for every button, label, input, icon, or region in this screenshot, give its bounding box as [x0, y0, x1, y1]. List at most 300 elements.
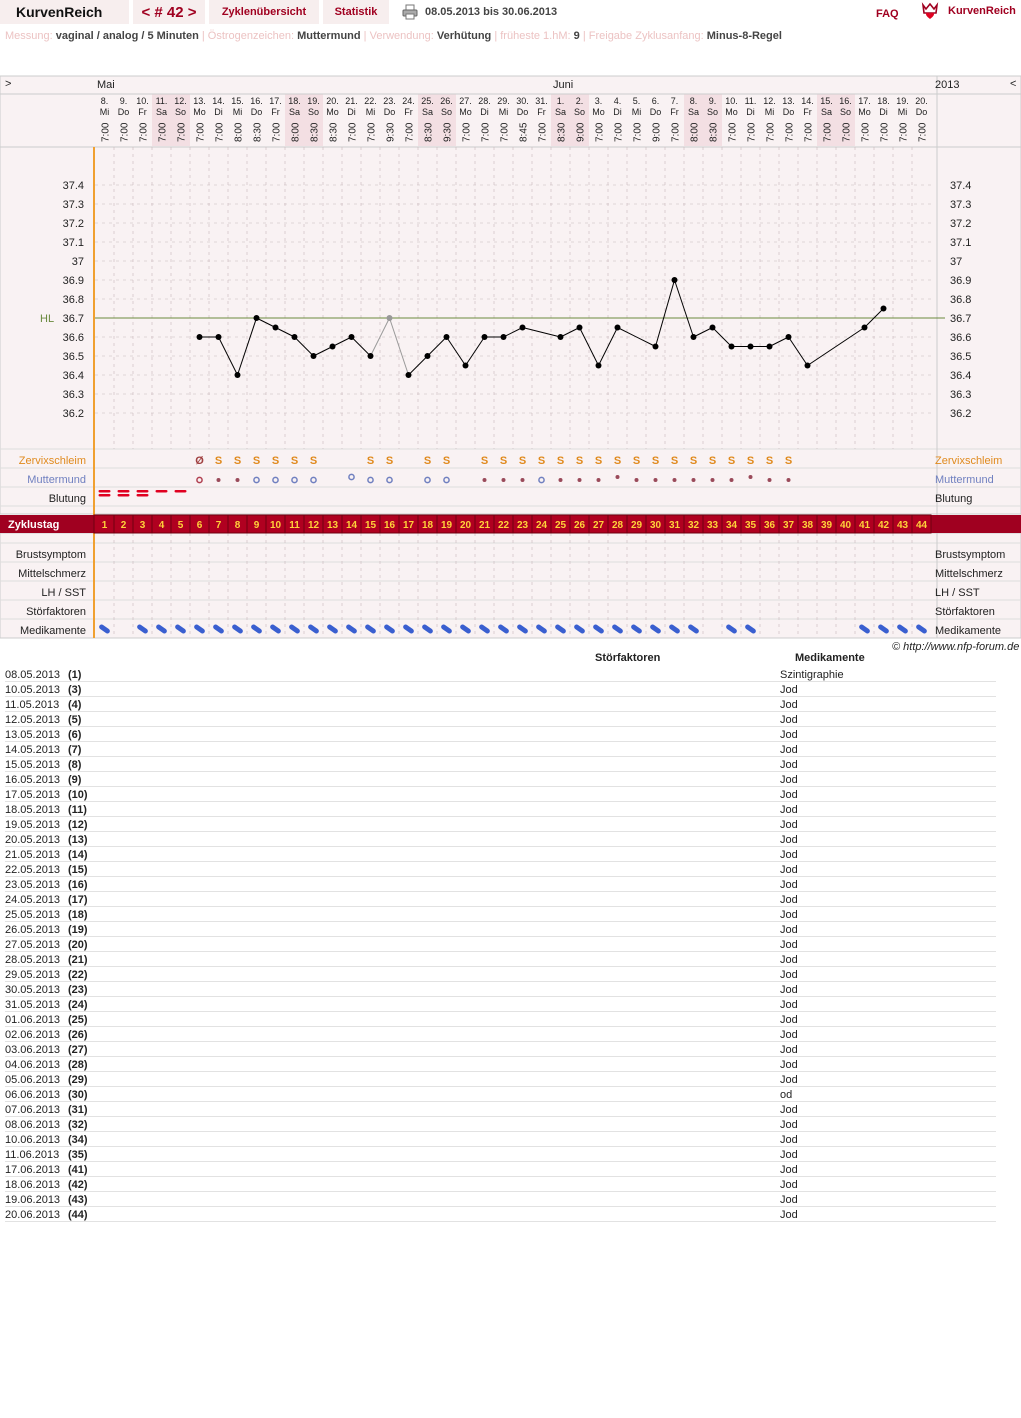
nav-next-button: <	[1010, 78, 1017, 90]
y-tick-label-right: 36.7	[950, 313, 972, 325]
bleeding-mark	[137, 490, 149, 493]
cycle-navigator[interactable]: < # 42 >	[133, 0, 205, 24]
cycle-day-number: 11	[289, 520, 300, 531]
measure-time: 8:00	[290, 122, 302, 142]
mucus-mark: S	[746, 455, 755, 467]
y-tick-label-right: 36.4	[950, 370, 972, 382]
measure-time: 7:00	[366, 122, 378, 142]
list-row	[5, 1057, 996, 1072]
list-row	[5, 727, 996, 742]
list-cycle-day: (9)	[68, 774, 82, 786]
list-cycle-day: (28)	[68, 1059, 88, 1071]
faq-link[interactable]: FAQ	[876, 8, 899, 20]
list-date: 19.05.2013	[5, 819, 61, 831]
weekday-label: Do	[383, 107, 396, 117]
day-number: 12.	[174, 96, 187, 106]
list-date: 24.05.2013	[5, 894, 61, 906]
list-medication: Jod	[780, 879, 798, 891]
temperature-point	[311, 353, 317, 359]
cycle-day-number: 23	[516, 520, 529, 531]
list-cycle-day: (22)	[68, 969, 88, 981]
cycle-day-number: 22	[497, 520, 510, 531]
list-row	[5, 1012, 996, 1027]
day-number: 10.	[136, 96, 149, 106]
weekday-label: Fr	[404, 107, 413, 117]
cycle-day-number: 36	[763, 520, 776, 531]
cervix-mark	[768, 478, 772, 482]
list-cycle-day: (3)	[68, 684, 82, 696]
list-cycle-day: (43)	[68, 1194, 88, 1206]
mucus-mark: S	[233, 455, 242, 467]
measure-time: 7:00	[841, 122, 853, 142]
measure-time: 7:00	[100, 122, 112, 142]
temperature-point	[235, 372, 241, 378]
weekday-label: Fr	[271, 107, 280, 117]
list-medication: Jod	[780, 909, 798, 921]
list-row	[5, 892, 996, 907]
tab-statistics[interactable]: Statistik	[323, 0, 389, 24]
measure-time: 7:00	[214, 122, 226, 142]
list-cycle-day: (29)	[68, 1074, 88, 1086]
cycle-day-number: 34	[725, 520, 738, 531]
date-range: 08.05.2013 bis 30.06.2013	[425, 6, 558, 18]
y-tick-label-right: 36.5	[950, 351, 972, 363]
y-tick-label-left: 37.4	[62, 180, 84, 192]
year-label: 2013	[935, 79, 960, 91]
y-tick-label-right: 37.4	[950, 180, 972, 192]
list-row	[5, 847, 996, 862]
day-number: 15.	[820, 96, 833, 106]
row-label-left: Blutung	[48, 493, 86, 505]
list-cycle-day: (7)	[68, 744, 82, 756]
temperature-point	[710, 325, 716, 331]
list-cycle-day: (25)	[68, 1014, 88, 1026]
cervix-mark	[578, 478, 582, 482]
cycle-day-number: 3	[139, 520, 146, 531]
bleeding-mark	[118, 494, 130, 497]
row-label-right: Zervixschleim	[935, 455, 1003, 467]
y-tick-label-left: 36.4	[62, 370, 84, 382]
row-label-right: Blutung	[935, 493, 973, 505]
weekday-label: Fr	[537, 107, 546, 117]
day-number: 10.	[725, 96, 738, 106]
list-cycle-day: (5)	[68, 714, 82, 726]
temperature-point	[463, 363, 469, 369]
y-tick-label-left: 37.1	[62, 237, 84, 249]
y-tick-label-right: 36.9	[950, 275, 972, 287]
list-row	[5, 1087, 996, 1102]
weekday-label: Sa	[155, 107, 168, 117]
day-number: 12.	[763, 96, 776, 106]
list-row	[5, 967, 996, 982]
list-medication: Jod	[780, 849, 798, 861]
weekday-label: Mi	[631, 107, 642, 117]
cycle-day-number: 6	[196, 520, 203, 531]
day-number: 30.	[516, 96, 529, 106]
weekday-label: Sa	[421, 107, 434, 117]
weekday-label: Di	[347, 107, 356, 117]
mucus-mark: S	[689, 455, 698, 467]
day-number: 27.	[459, 96, 472, 106]
list-date: 31.05.2013	[5, 999, 61, 1011]
list-medication: Jod	[780, 864, 798, 876]
estrogen-label: Östrogenzeichen:	[207, 30, 294, 42]
weekday-label: So	[839, 107, 852, 117]
list-medication: Jod	[780, 774, 798, 786]
cycle-day-number: 43	[896, 520, 909, 531]
cervix-mark	[730, 478, 734, 482]
temperature-point	[672, 277, 678, 283]
nav-prev-button: >	[5, 78, 12, 90]
measure-time: 8:30	[309, 122, 321, 142]
day-number: 8.	[100, 96, 109, 106]
mucus-mark: S	[556, 455, 565, 467]
y-tick-label-right: 37.2	[950, 218, 972, 230]
bleeding-mark	[99, 494, 111, 497]
weekday-label: Do	[782, 107, 795, 117]
temperature-point	[330, 344, 336, 350]
row-label-right: Muttermund	[935, 474, 994, 486]
weekday-label: Fr	[803, 107, 812, 117]
list-cycle-day: (1)	[68, 669, 82, 681]
list-medication: Jod	[780, 1104, 798, 1116]
list-cycle-day: (35)	[68, 1149, 88, 1161]
measure-time: 7:00	[613, 122, 625, 142]
list-row	[5, 1132, 996, 1147]
measure-time: 7:00	[860, 122, 872, 142]
cycle-day-number: 28	[611, 520, 624, 531]
list-cycle-day: (26)	[68, 1029, 88, 1041]
list-row	[5, 1177, 996, 1192]
list-row	[5, 937, 996, 952]
mucus-mark: S	[499, 455, 508, 467]
list-date: 21.05.2013	[5, 849, 61, 861]
list-medication: Jod	[780, 834, 798, 846]
cervix-mark	[692, 478, 696, 482]
list-date: 15.05.2013	[5, 759, 61, 771]
measure-time: 8:00	[233, 122, 245, 142]
temperature-point	[729, 344, 735, 350]
list-row	[5, 802, 996, 817]
cycle-day-number: 25	[554, 520, 567, 531]
y-tick-label-left: 36.6	[62, 332, 84, 344]
list-medication: Jod	[780, 1014, 798, 1026]
measure-time: 7:00	[499, 122, 511, 142]
measure-time: 7:00	[879, 122, 891, 142]
list-cycle-day: (18)	[68, 909, 88, 921]
weekday-label: Mo	[858, 107, 871, 117]
temperature-point	[691, 334, 697, 340]
list-date: 23.05.2013	[5, 879, 61, 891]
y-tick-label-left: 36.9	[62, 275, 84, 287]
cycle-day-number: 31	[668, 520, 681, 531]
list-row	[5, 1102, 996, 1117]
measure-time: 7:00	[119, 122, 131, 142]
day-number: 18.	[288, 96, 301, 106]
mucus-mark: S	[423, 455, 432, 467]
temperature-point	[520, 325, 526, 331]
release-label: Freigabe Zyklusanfang:	[588, 30, 704, 42]
list-row	[5, 997, 996, 1012]
day-number: 13.	[193, 96, 206, 106]
weekday-label: So	[440, 107, 453, 117]
weekday-label: Fr	[138, 107, 147, 117]
list-date: 02.06.2013	[5, 1029, 61, 1041]
weekday-label: Di	[480, 107, 489, 117]
list-row	[5, 952, 996, 967]
row-label-left: Zervixschleim	[18, 455, 86, 467]
y-tick-label-left: 36.8	[62, 294, 84, 306]
day-number: 19.	[896, 96, 909, 106]
hm-value: 9	[573, 30, 580, 42]
weekday-label: Di	[746, 107, 755, 117]
day-number: 1.	[556, 96, 565, 106]
bleeding-mark	[175, 490, 187, 493]
day-number: 7.	[670, 96, 679, 106]
cervix-mark	[616, 475, 620, 479]
weekday-label: Sa	[687, 107, 700, 117]
list-row	[5, 742, 996, 757]
measure-time: 7:00	[461, 122, 473, 142]
temperature-chart	[0, 0, 1021, 640]
list-date: 19.06.2013	[5, 1194, 61, 1206]
cycle-day-number: 19	[440, 520, 453, 531]
list-cycle-day: (24)	[68, 999, 88, 1011]
list-cycle-day: (34)	[68, 1134, 88, 1146]
cycle-day-number: 29	[630, 520, 643, 531]
cervix-mark	[749, 475, 753, 479]
cycle-day-number: 41	[858, 520, 871, 531]
cycle-info-bar: Messung: vaginal / analog / 5 Minuten | Östrogenzeichen: Muttermund | Verwendung: Verhütung | früheste 1.hM: 9 | Freigabe Zyklusanfang: Minus-8-Regel	[5, 30, 782, 42]
measure-time: 8:00	[689, 122, 701, 142]
weekday-label: Do	[250, 107, 263, 117]
cervix-mark	[502, 478, 506, 482]
list-cycle-day: (21)	[68, 954, 88, 966]
list-row	[5, 1147, 996, 1162]
list-date: 29.05.2013	[5, 969, 61, 981]
list-row	[5, 982, 996, 997]
list-medication: Jod	[780, 819, 798, 831]
measure-value: vaginal / analog / 5 Minuten	[55, 30, 199, 42]
measure-time: 7:00	[347, 122, 359, 142]
cycle-day-number: 13	[326, 520, 339, 531]
list-date: 12.05.2013	[5, 714, 61, 726]
day-number: 26.	[440, 96, 453, 106]
list-cycle-day: (15)	[68, 864, 88, 876]
measure-time: 9:00	[651, 122, 663, 142]
list-medication: Jod	[780, 684, 798, 696]
weekday-label: Do	[516, 107, 529, 117]
row-label-right: Störfaktoren	[935, 606, 995, 618]
bleeding-mark	[156, 490, 168, 493]
list-medication: Jod	[780, 1149, 798, 1161]
measure-time: 9:00	[575, 122, 587, 142]
cycle-day-number: 26	[573, 520, 586, 531]
temperature-point	[387, 315, 393, 321]
list-date: 26.05.2013	[5, 924, 61, 936]
measure-time: 7:00	[138, 122, 150, 142]
list-medication: Jod	[780, 984, 798, 996]
mucus-mark: S	[632, 455, 641, 467]
day-number: 14.	[212, 96, 225, 106]
list-cycle-day: (4)	[68, 699, 82, 711]
measure-time: 7:00	[195, 122, 207, 142]
cycle-day-number: 39	[820, 520, 833, 531]
cervix-mark	[521, 478, 525, 482]
day-number: 31.	[535, 96, 548, 106]
measure-time: 7:00	[594, 122, 606, 142]
temperature-point	[653, 344, 659, 350]
row-label-right: LH / SST	[935, 587, 980, 599]
list-date: 13.05.2013	[5, 729, 61, 741]
weekday-label: Mi	[764, 107, 775, 117]
mucus-mark: S	[442, 455, 451, 467]
y-tick-label-right: 36.2	[950, 408, 972, 420]
y-tick-label-left: 36.5	[62, 351, 84, 363]
temperature-point	[767, 344, 773, 350]
list-row	[5, 1162, 996, 1177]
weekday-label: Fr	[670, 107, 679, 117]
cervix-mark	[217, 478, 221, 482]
list-cycle-day: (32)	[68, 1119, 88, 1131]
day-number: 15.	[231, 96, 244, 106]
cervix-mark	[673, 478, 677, 482]
list-cycle-day: (10)	[68, 789, 88, 801]
list-row	[5, 1042, 996, 1057]
day-number: 5.	[632, 96, 641, 106]
weekday-label: Do	[915, 107, 928, 117]
row-label-right: Brustsymptom	[935, 549, 1006, 561]
day-number: 28.	[478, 96, 491, 106]
list-medication: Jod	[780, 1179, 798, 1191]
bleeding-mark	[137, 494, 149, 497]
cycle-day-number: 18	[421, 520, 434, 531]
temperature-point	[862, 325, 868, 331]
day-number: 25.	[421, 96, 434, 106]
list-medication: Jod	[780, 1164, 798, 1176]
list-medication: Jod	[780, 759, 798, 771]
bleeding-mark	[118, 490, 130, 493]
temperature-point	[501, 334, 507, 340]
mucus-mark: S	[214, 455, 223, 467]
list-date: 07.06.2013	[5, 1104, 61, 1116]
day-number: 18.	[877, 96, 890, 106]
mucus-mark: S	[518, 455, 527, 467]
mucus-mark: S	[727, 455, 736, 467]
cycle-day-number: 35	[744, 520, 757, 531]
weekday-label: Mo	[326, 107, 339, 117]
list-medication: Jod	[780, 969, 798, 981]
day-number: 6.	[651, 96, 660, 106]
y-tick-label-left: 36.7	[62, 313, 84, 325]
list-date: 10.06.2013	[5, 1134, 61, 1146]
cycle-day-number: 9	[253, 520, 260, 531]
day-number: 4.	[613, 96, 622, 106]
weekday-label: Do	[117, 107, 130, 117]
logo-text: KurvenReich	[948, 5, 1016, 17]
use-label: Verwendung:	[369, 30, 434, 42]
list-date: 11.06.2013	[5, 1149, 60, 1161]
list-medication: Jod	[780, 714, 798, 726]
weekday-label: Di	[214, 107, 223, 117]
measure-time: 7:00	[404, 122, 416, 142]
list-cycle-day: (31)	[68, 1104, 88, 1116]
list-cycle-day: (19)	[68, 924, 88, 936]
cycle-day-number: 4	[158, 520, 165, 531]
list-cycle-day: (44)	[68, 1209, 88, 1221]
cycle-day-number: 20	[459, 520, 472, 531]
day-number: 16.	[839, 96, 852, 106]
list-row	[5, 1192, 996, 1207]
day-number: 19.	[307, 96, 320, 106]
mucus-mark: S	[252, 455, 261, 467]
mucus-mark: S	[385, 455, 394, 467]
weekday-label: Sa	[288, 107, 301, 117]
row-label-left: Mittelschmerz	[18, 568, 86, 580]
weekday-label: So	[573, 107, 586, 117]
weekday-label: Mi	[897, 107, 908, 117]
y-tick-label-right: 36.6	[950, 332, 972, 344]
day-number: 22.	[364, 96, 377, 106]
weekday-label: Mo	[725, 107, 738, 117]
temperature-point	[197, 334, 203, 340]
temperature-point	[748, 344, 754, 350]
cycle-day-label: Zyklustag	[8, 519, 60, 531]
weekday-label: Mo	[459, 107, 472, 117]
list-date: 20.05.2013	[5, 834, 61, 846]
cycle-day-number: 1	[101, 520, 108, 531]
release-value: Minus-8-Regel	[706, 30, 782, 42]
row-label-left: Störfaktoren	[26, 606, 86, 618]
list-date: 14.05.2013	[5, 744, 61, 756]
list-date: 08.06.2013	[5, 1119, 61, 1131]
measure-time: 7:00	[537, 122, 549, 142]
row-label-right: Medikamente	[935, 625, 1002, 637]
day-number: 20.	[915, 96, 928, 106]
list-row	[5, 862, 996, 877]
y-tick-label-right: 37.1	[950, 237, 972, 249]
list-date: 05.06.2013	[5, 1074, 61, 1086]
measure-time: 8:30	[556, 122, 568, 142]
cervix-mark	[654, 478, 658, 482]
mucus-mark: S	[708, 455, 717, 467]
row-label-left: LH / SST	[41, 587, 86, 599]
list-row	[5, 697, 996, 712]
cervix-mark	[236, 478, 240, 482]
list-row	[5, 1072, 996, 1087]
day-number: 11.	[744, 96, 757, 106]
cycle-day-number: 24	[535, 520, 548, 531]
list-date: 22.05.2013	[5, 864, 61, 876]
y-tick-label-left: 37	[71, 256, 84, 268]
temperature-point	[254, 315, 260, 321]
weekday-label: Mi	[232, 107, 243, 117]
list-cycle-day: (11)	[68, 804, 87, 816]
tab-cycle-overview[interactable]: Zyklenübersicht	[209, 0, 319, 24]
measure-time: 8:30	[423, 122, 435, 142]
list-row	[5, 682, 996, 697]
temperature-point	[596, 363, 602, 369]
day-number: 24.	[402, 96, 415, 106]
use-value: Verhütung	[436, 30, 492, 42]
list-medication: Jod	[780, 1194, 798, 1206]
list-date: 17.05.2013	[5, 789, 61, 801]
list-medication: Jod	[780, 1119, 798, 1131]
cycle-day-number: 21	[478, 520, 491, 531]
row-label-right: Mittelschmerz	[935, 568, 1003, 580]
list-cycle-day: (27)	[68, 1044, 88, 1056]
weekday-label: Mi	[498, 107, 509, 117]
